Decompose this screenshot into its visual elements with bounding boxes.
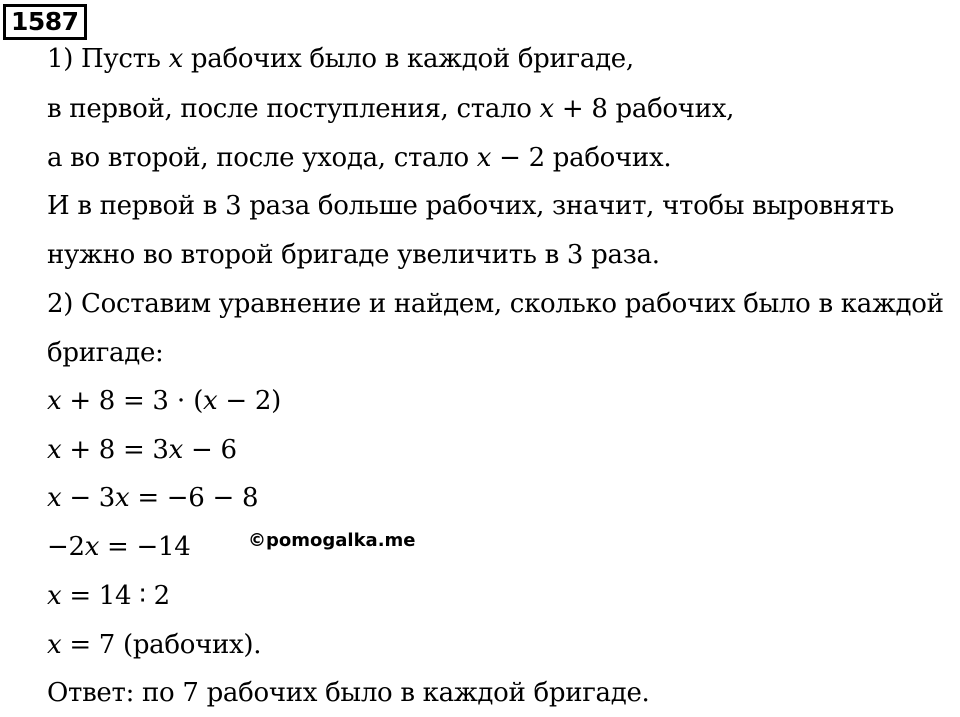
answer-line: Ответ: по 7 рабочих было в каждой бригаде. (47, 678, 650, 708)
solution-line-6: 2) Составим уравнение и найдем, сколько рабочих было в каждой (47, 289, 944, 319)
solution-line-2: в первой, после поступления, стало 𝑥 + 8 рабочих, (47, 94, 735, 124)
equation-line-5: 𝑥 = 14 ∶ 2 (47, 581, 170, 611)
solution-line-4: И в первой в 3 раза больше рабочих, значит, чтобы выровнять (47, 191, 894, 221)
watermark: ©pomogalka.me (248, 530, 416, 551)
solution-line-7: бригаде: (47, 338, 164, 368)
solution-line-5: нужно во второй бригаде увеличить в 3 раза. (47, 240, 660, 270)
solution-line-1: 1) Пусть 𝑥 рабочих было в каждой бригаде, (47, 44, 634, 74)
solution-line-3: а во второй, после ухода, стало 𝑥 − 2 рабочих. (47, 143, 672, 173)
problem-number-badge: 1587 (3, 4, 87, 40)
equation-line-2: 𝑥 + 8 = 3𝑥 − 6 (47, 435, 237, 465)
equation-line-3: 𝑥 − 3𝑥 = −6 − 8 (47, 483, 259, 513)
equation-line-1: 𝑥 + 8 = 3 ⋅ (𝑥 − 2) (47, 386, 281, 416)
equation-line-6: 𝑥 = 7 (рабочих). (47, 630, 262, 660)
equation-line-4: −2𝑥 = −14 (47, 532, 191, 562)
